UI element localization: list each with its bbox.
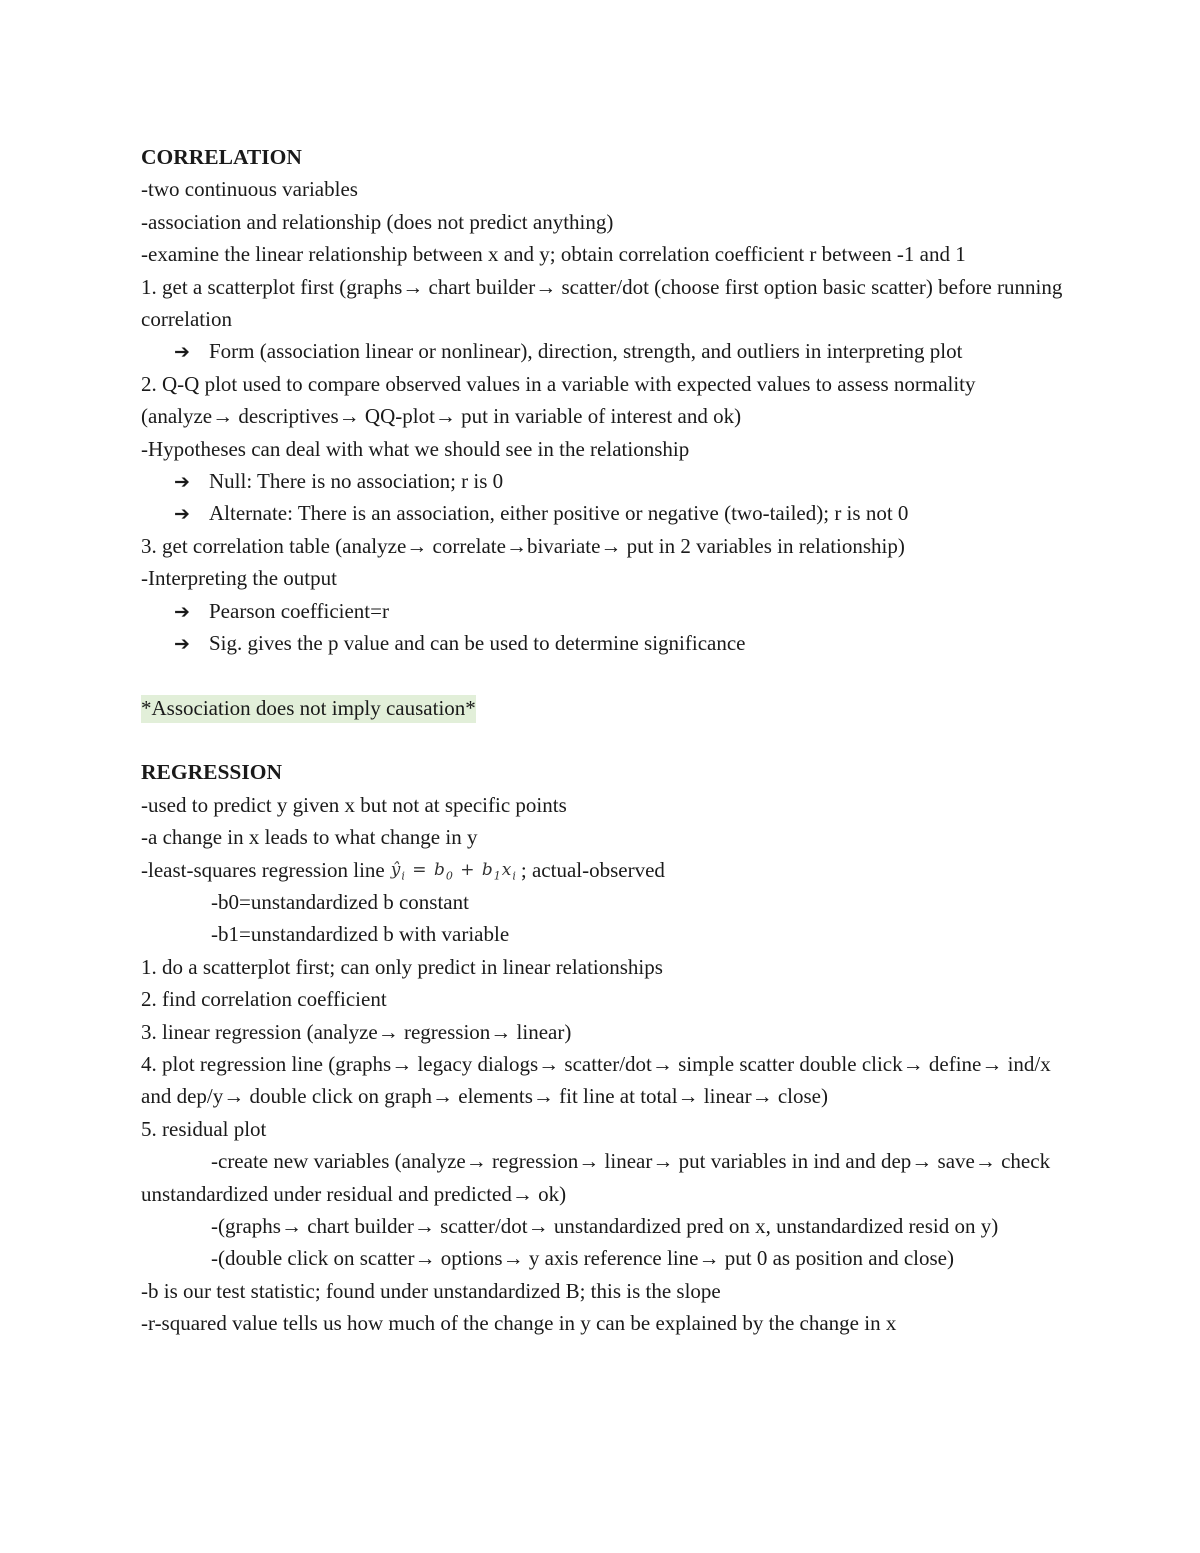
right-arrow-bullet-icon: ➔ [174, 470, 190, 493]
bullet-item [141, 497, 1071, 529]
least-squares-line [141, 854, 1071, 886]
b0-definition: -b0=unstandardized b constant [211, 890, 469, 915]
correlation-line: -association and relationship (does not predict anything) [141, 209, 614, 234]
right-arrow-bullet-icon: ➔ [174, 632, 190, 655]
bullet-item [141, 627, 1071, 659]
regression-line: -b is our test statistic; found under unstandardized B; this is the slope [141, 1278, 721, 1303]
hypotheses-line: -Hypotheses can deal with what we should see in the relationship [141, 436, 690, 461]
bullet-text: Sig. gives the p value and can be used to determine significance [209, 630, 746, 655]
regression-step: 4. plot regression line (graphs→ legacy dialogs→ scatter/dot→ simple scatter double click→ define→ ind/x and dep/y→ double click on graph→ elements→ fit line at total→ linear→ close) [141, 1052, 1051, 1109]
right-arrow-bullet-icon: ➔ [174, 503, 190, 526]
bullet-text: Pearson coefficient=r [209, 598, 389, 623]
regression-step: 2. find correlation coefficient [141, 987, 387, 1012]
causation-note-row [141, 692, 1071, 724]
right-arrow-bullet-icon: ➔ [174, 341, 190, 364]
residual-substep: -(double click on scatter→ options→ y axis reference line→ put 0 as position and close) [211, 1246, 954, 1271]
causation-note: *Association does not imply causation* [141, 695, 476, 723]
correlation-table-step: 3. get correlation table (analyze→ correlate→bivariate→ put in 2 variables in relationship) [141, 533, 905, 558]
regression-step: 3. linear regression (analyze→ regression→ linear) [141, 1019, 572, 1044]
regression-line: -r-squared value tells us how much of the change in y can be explained by the change in x [141, 1311, 897, 1336]
regression-line: -a change in x leads to what change in y [141, 825, 478, 850]
bullet-item [141, 465, 1071, 497]
b1-definition: -b1=unstandardized b with variable [211, 922, 510, 947]
spacer [141, 724, 1071, 756]
document-page [141, 141, 1071, 1340]
least-squares-prefix: -least-squares regression line [141, 857, 385, 882]
regression-step: 1. do a scatterplot first; can only predict in linear relationships [141, 954, 663, 979]
correlation-line: -two continuous variables [141, 177, 358, 202]
bullet-text: Alternate: There is an association, either positive or negative (two-tailed); r is not 0 [209, 501, 909, 526]
residual-substep: -(graphs→ chart builder→ scatter/dot→ unstandardized pred on x, unstandardized resid on y) [211, 1214, 999, 1239]
bullet-item [141, 595, 1071, 627]
regression-line: -used to predict y given x but not at specific points [141, 792, 567, 817]
scatterplot-step: 1. get a scatterplot first (graphs→ chart builder→ scatter/dot (choose first option basic scatter) before running correlation [141, 274, 1063, 331]
bullet-text: Null: There is no association; r is 0 [209, 468, 504, 493]
right-arrow-bullet-icon: ➔ [174, 600, 190, 623]
spacer [141, 659, 1071, 691]
residual-substep: -create new variables (analyze→ regression→ linear→ put variables in ind and dep→ save→ check unstandardized under residual and predicted→ ok) [141, 1149, 1051, 1206]
bullet-item [141, 335, 1071, 367]
regression-step: 5. residual plot [141, 1116, 267, 1141]
qq-plot-step: 2. Q-Q plot used to compare observed values in a variable with expected values to assess normality (analyze→ descriptives→ QQ-plot→ put in variable of interest and ok) [141, 371, 976, 429]
regression-heading: REGRESSION [141, 760, 282, 785]
bullet-text: Form (association linear or nonlinear), direction, strength, and outliers in interpreting plot [209, 339, 963, 364]
least-squares-suffix: ; actual-observed [520, 857, 665, 882]
interpreting-line: -Interpreting the output [141, 566, 337, 591]
correlation-line: -examine the linear relationship between x and y; obtain correlation coefficient r between -1 and 1 [141, 242, 966, 267]
regression-formula: $ŷ_i = b_0 + b_1x_i$ [390, 859, 517, 883]
correlation-heading: CORRELATION [141, 145, 302, 169]
